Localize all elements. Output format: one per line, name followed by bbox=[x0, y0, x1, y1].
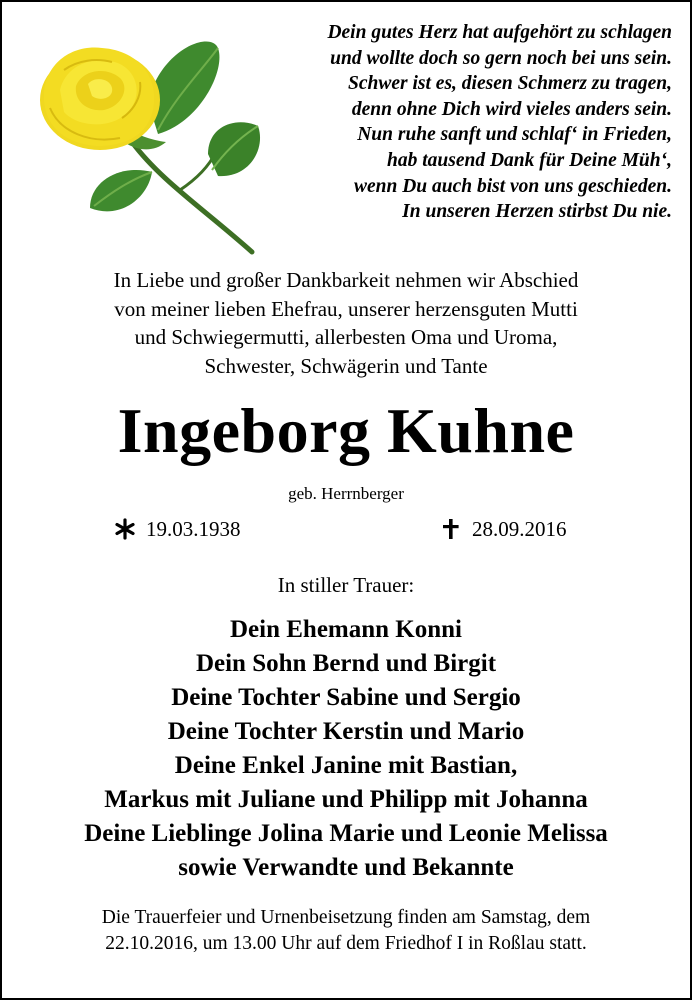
death-date-group bbox=[440, 515, 567, 543]
mourner-line: Deine Lieblinge Jolina Marie und Leonie Melissa bbox=[84, 820, 608, 847]
farewell-intro bbox=[2, 266, 690, 380]
mourning-heading: In stiller Trauer: bbox=[277, 573, 415, 597]
service-line: 22.10.2016, um 13.00 Uhr auf dem Friedhof I in Roßlau statt. bbox=[105, 933, 587, 954]
deceased-name: Ingeborg Kuhne bbox=[117, 395, 575, 466]
intro-line: Schwester, Schwägerin und Tante bbox=[204, 353, 488, 378]
service-line: Die Trauerfeier und Urnenbeisetzung finden am Samstag, dem bbox=[101, 907, 591, 928]
mourner-line: Dein Ehemann Konni bbox=[229, 616, 462, 643]
poem-line: denn ohne Dich wird vieles anders sein. bbox=[351, 98, 672, 120]
death-date: 28.09.2016 bbox=[472, 517, 567, 541]
poem-line: hab tausend Dank für Deine Müh‘, bbox=[387, 149, 672, 171]
birth-date: 19.03.1938 bbox=[146, 517, 241, 541]
intro-line: In Liebe und großer Dankbarkeit nehmen wir Abschied bbox=[113, 268, 579, 292]
service-info bbox=[2, 905, 690, 957]
poem-line: Dein gutes Herz hat aufgehört zu schlagen bbox=[327, 22, 672, 43]
latin-cross-icon bbox=[440, 517, 462, 541]
mourner-line: Deine Enkel Janine mit Bastian, bbox=[174, 752, 518, 779]
yellow-rose-image bbox=[30, 30, 270, 260]
poem bbox=[242, 20, 672, 225]
poem-line: und wollte doch so gern noch bei uns sein. bbox=[330, 47, 672, 69]
birth-date-group bbox=[114, 515, 241, 543]
life-dates bbox=[2, 515, 690, 545]
mourner-line: Deine Tochter Sabine und Sergio bbox=[171, 684, 521, 711]
poem-line: wenn Du auch bist von uns geschieden. bbox=[353, 175, 672, 197]
birth-name: geb. Herrnberger bbox=[288, 484, 404, 503]
mourner-line: Dein Sohn Bernd und Birgit bbox=[195, 650, 497, 677]
mourner-line: Markus mit Juliane und Philipp mit Johanna bbox=[104, 786, 588, 813]
intro-line: und Schwiegermutti, allerbesten Oma und Uroma, bbox=[134, 325, 558, 349]
intro-line: von meiner lieben Ehefrau, unserer herzensguten Mutti bbox=[114, 296, 578, 321]
mourner-line: sowie Verwandte und Bekannte bbox=[178, 854, 514, 881]
mourner-line: Deine Tochter Kerstin und Mario bbox=[167, 718, 525, 745]
mourners-list bbox=[2, 613, 690, 885]
asterisk-star-icon bbox=[114, 517, 136, 541]
poem-line: Schwer ist es, diesen Schmerz zu tragen, bbox=[348, 73, 672, 95]
poem-line: Nun ruhe sanft und schlaf‘ in Frieden, bbox=[357, 124, 672, 146]
poem-line: In unseren Herzen stirbst Du nie. bbox=[402, 201, 672, 223]
